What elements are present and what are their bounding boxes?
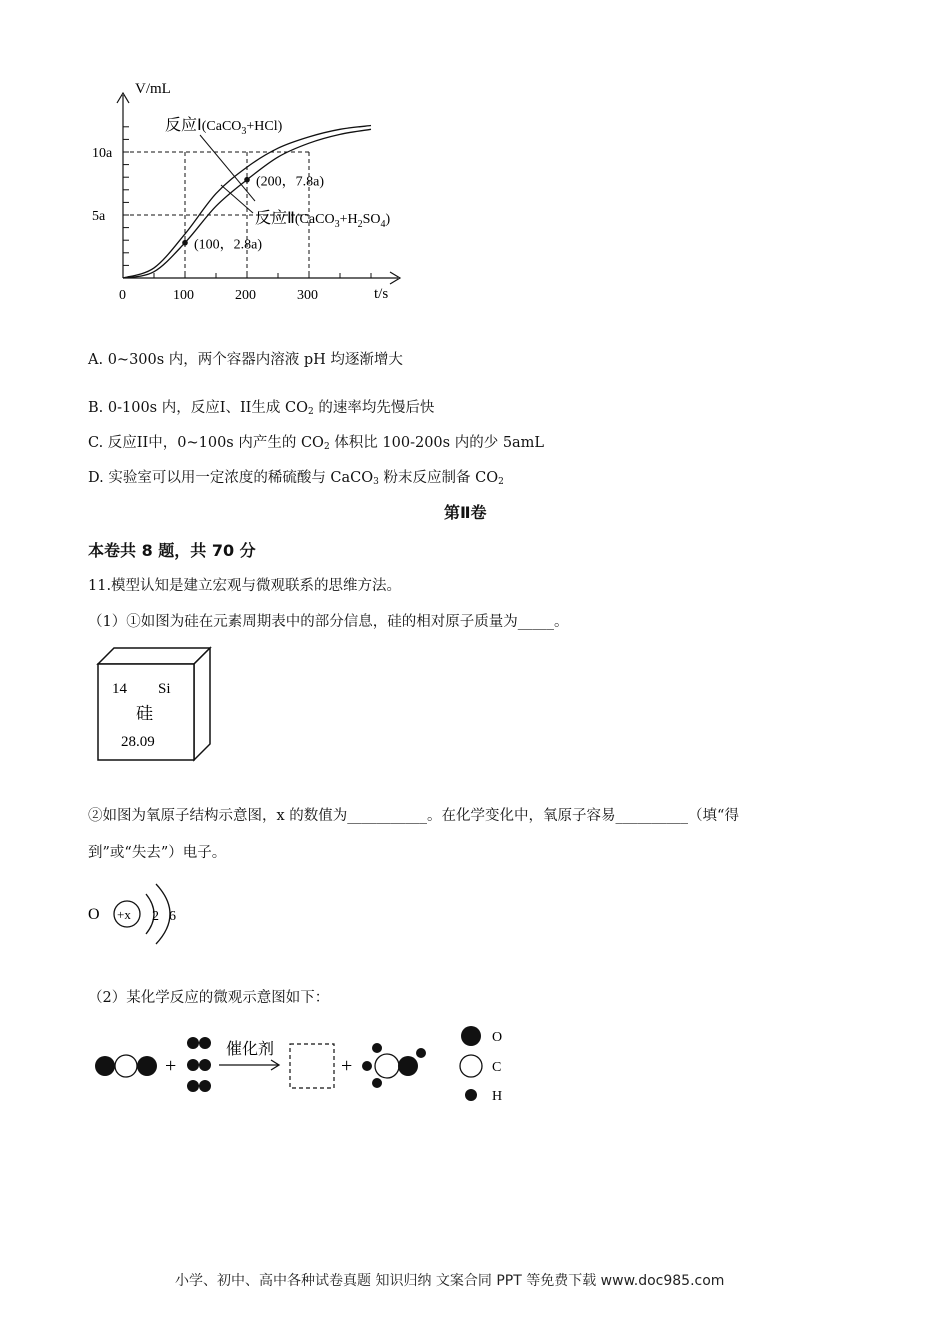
- x-axis-label: t/s: [374, 286, 389, 302]
- option-d: D. 实验室可以用一定浓度的稀硫酸与 CaCO$_3$ 粉末反应制备 $CO_2$: [88, 470, 504, 487]
- atom-symbol: O: [88, 906, 100, 923]
- plus-sign-2: +: [341, 1055, 353, 1077]
- question-11-part2: （2）某化学反应的微观示意图如下：: [88, 990, 330, 1006]
- series-label-reaction-2: 反应$Ⅱ(CaCO_3+H_2SO_4)$: [255, 208, 391, 230]
- data-point-label: (200，7.8a): [256, 174, 325, 190]
- x-tick-label: 0: [119, 288, 126, 303]
- section-title: 第Ⅱ卷: [444, 503, 487, 522]
- unknown-product-box: [290, 1044, 334, 1088]
- x-tick-label: 300: [297, 288, 318, 303]
- reaction-volume-chart: [80, 75, 440, 315]
- question-11-part1b-cont: 到”或“失去”）电子。: [88, 845, 227, 861]
- data-point: [182, 240, 188, 246]
- methanol-molecule: [362, 1043, 426, 1088]
- silicon-element-card: [94, 644, 214, 764]
- y-minor-ticks: [123, 127, 129, 266]
- y-axis-label: V/mL: [135, 81, 171, 97]
- option-b: B. 0-100s 内，反应I、II生成 $CO_2$ 的速率均先慢后快: [88, 400, 435, 417]
- series-label-reaction-1: 反应Ⅰ(CaCO$_3$+HCl): [165, 115, 283, 137]
- element-mass: 28.09: [121, 734, 155, 750]
- legend-hydrogen-icon: [465, 1089, 477, 1101]
- y-tick-label: 5a: [92, 209, 106, 224]
- x-minor-ticks: [154, 273, 371, 278]
- legend-hydrogen-label: H: [492, 1089, 503, 1104]
- question-11-part1b: ②如图为氧原子结构示意图，x 的数值为___________。在化学变化中，氧原子容易__________（填“得: [88, 808, 739, 824]
- shell-1-electrons: 2: [152, 909, 159, 924]
- option-c: C. 反应II中，0~100s 内产生的 $CO_2$ 体积比 100-200s 内的少 5amL: [88, 435, 545, 452]
- y-tick-label: 10a: [92, 146, 113, 161]
- legend-carbon-icon: [460, 1055, 482, 1077]
- page-footer: 小学、初中、高中各种试卷真题 知识归纳 文案合同 PPT 等免费下载 www.doc985.com: [175, 1273, 725, 1289]
- h2-molecules: [187, 1037, 211, 1092]
- option-a: A. 0~300s 内，两个容器内溶液 pH 均逐渐增大: [88, 352, 403, 368]
- atom-legend: [460, 1026, 502, 1104]
- nucleus-charge: +x: [117, 907, 131, 922]
- oxygen-atom-diagram: [84, 878, 194, 948]
- data-point: [244, 177, 250, 183]
- micro-reaction-diagram: [88, 1020, 528, 1110]
- legend-oxygen-icon: [461, 1026, 481, 1046]
- question-11-intro: 11.模型认知是建立宏观与微观联系的思维方法。: [88, 578, 402, 594]
- data-point-label: (100，2.8a): [194, 237, 263, 253]
- legend-oxygen-label: O: [492, 1030, 503, 1045]
- element-symbol: Si: [158, 681, 171, 697]
- legend-carbon-label: C: [492, 1060, 502, 1075]
- question-11-part1: （1）①如图为硅在元素周期表中的部分信息，硅的相对原子质量为_____。: [88, 614, 569, 630]
- plus-sign-1: +: [165, 1055, 177, 1077]
- catalyst-label: 催化剂: [226, 1041, 275, 1058]
- x-tick-label: 200: [235, 288, 256, 303]
- element-name: 硅: [136, 704, 153, 723]
- x-tick-label: 100: [173, 288, 194, 303]
- element-number: 14: [112, 681, 127, 697]
- section-info: 本卷共 8 题，共 70 分: [88, 541, 256, 560]
- co2-molecule: [95, 1055, 157, 1077]
- leader-line-reaction-2: [221, 185, 253, 213]
- shell-2-electrons: 6: [169, 909, 176, 924]
